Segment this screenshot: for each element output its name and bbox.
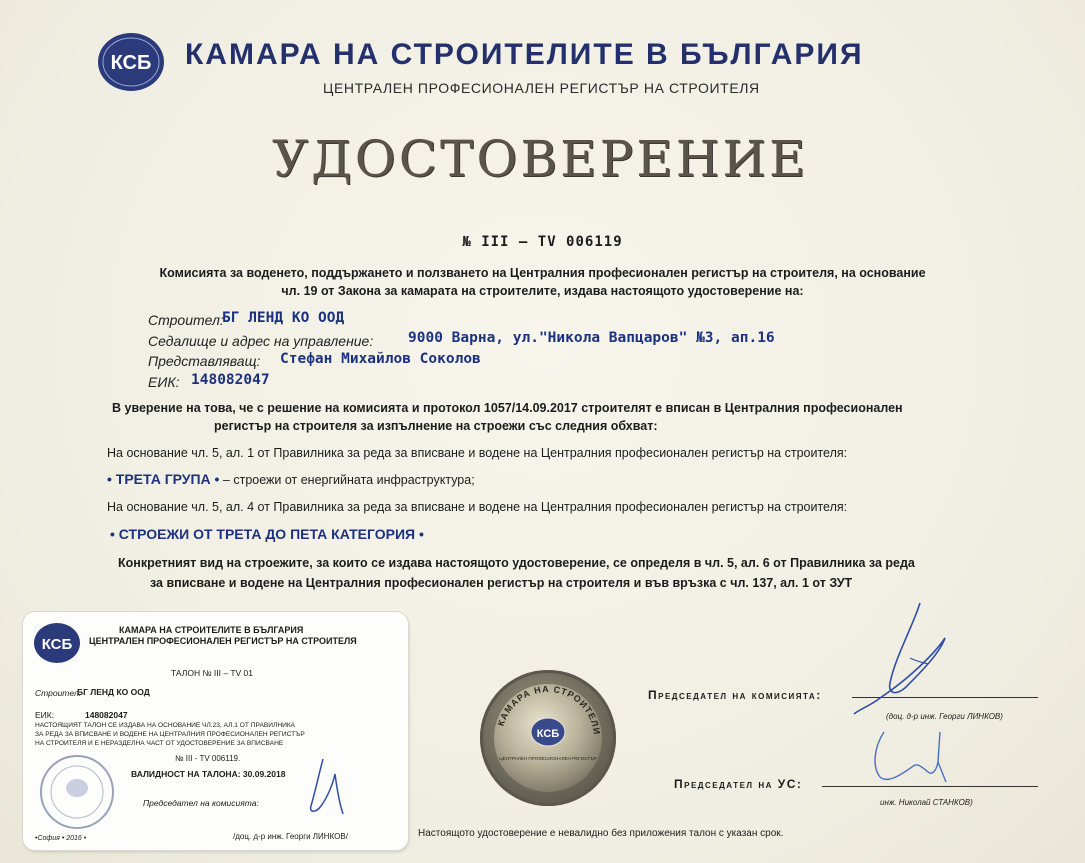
card-builder-value: БГ ЛЕНД КО ООД (77, 687, 150, 697)
certificate-number: № III – TV 006119 (462, 234, 623, 250)
talon-card (23, 612, 408, 850)
seal-ring-text: КАМАРА НА СТРОИТЕЛИ (495, 683, 603, 736)
ksb-logo (97, 32, 165, 92)
intro-line-2: чл. 19 от Закона за камарата на строителите, издава настоящото удостоверение на: (281, 284, 804, 298)
card-org-name: КАМАРА НА СТРОИТЕЛИТЕ В БЪЛГАРИЯ (119, 625, 304, 635)
decision-line-1: В уверение на това, че с решение на комисията и протокол 1057/14.09.2017 строителят е вписан в Централния професионален (112, 401, 903, 415)
chair-commission-signature (850, 598, 960, 718)
chair-commission-name: (доц. д-р инж. Георги ЛИНКОВ) (886, 712, 1003, 721)
builder-label: Строител: (148, 312, 224, 328)
card-text-line-3: НА СТРОИТЕЛЯ И Е НЕРАЗДЕЛНА ЧАСТ ОТ УДОСТОВЕРЕНИЕ ЗА ВПИСВАНЕ (35, 740, 284, 747)
document-title: УДОСТОВЕРЕНИЕ (272, 130, 809, 188)
address-value: 9000 Варна, ул."Никола Вапцаров" №3, ап.16 (408, 330, 775, 346)
concrete-line-2: за вписване и водене на Централния професионален регистър на строителя и във връзка с чл. 137, ал. 1 от ЗУТ (150, 576, 853, 590)
card-logo-text: КСБ (41, 636, 73, 653)
group-description: – строежи от енергийната инфраструктура; (219, 473, 475, 487)
card-cert-number: № III - TV 006119. (175, 754, 241, 763)
basis-line-1: На основание чл. 5, ал. 1 от Правилника за реда за вписване и водене на Централния професионален регистър на строителя: (107, 446, 848, 460)
chair-commission-label: Председател на комисията: (648, 688, 822, 702)
basis-line-2: На основание чл. 5, ал. 4 от Правилника за реда за вписване и водене на Централния професионален регистър на строителя: (107, 500, 848, 514)
card-register-name: ЦЕНТРАЛЕН ПРОФЕСИОНАЛЕН РЕГИСТЪР НА СТРОИТЕЛЯ (89, 636, 357, 646)
builder-value: БГ ЛЕНД КО ООД (222, 310, 345, 326)
card-stamp (37, 752, 117, 832)
chair-board-signature (862, 722, 952, 802)
concrete-line-1: Конкретният вид на строежите, за които се издава настоящото удостоверение, се определя в чл. 5, ал. 6 от Правилника за реда (118, 556, 915, 570)
card-builder-label: Строител: (35, 688, 81, 698)
card-chair-name: /доц. д-р инж. Георги ЛИНКОВ/ (233, 832, 348, 841)
card-text-line-1: НАСТОЯЩИЯТ ТАЛОН СЕ ИЗДАВА НА ОСНОВАНИЕ ЧЛ.23, АЛ.1 ОТ ПРАВИЛНИКА (35, 722, 296, 729)
card-text-line-2: ЗА РЕДА ЗА ВПИСВАНЕ И ВОДЕНЕ НА ЦЕНТРАЛНИЯ ПРОФЕСИОНАЛЕН РЕГИСТЪР (35, 731, 305, 738)
card-chair-label: Председател на комисията: (143, 798, 259, 808)
card-eik-label: ЕИК: (35, 710, 55, 720)
eik-label: ЕИК: (148, 374, 180, 390)
logo-text: КСБ (110, 52, 152, 74)
intro-line-1: Комисията за воденето, поддържането и ползването на Централния професионален регистър на строителя, на основание (159, 266, 926, 280)
seal-logo-text: КСБ (536, 728, 560, 740)
group-label: • ТРЕТА ГРУПА • (107, 471, 220, 487)
representative-label: Представляващ: (148, 353, 261, 369)
decision-line-2: регистър на строителя за изпълнение на строежи със следния обхват: (214, 419, 658, 433)
group-line (107, 471, 475, 487)
card-stamp-text: •София • 2016 • (35, 835, 87, 842)
category-line (110, 526, 424, 542)
card-talon-number: ТАЛОН № III – TV 01 (171, 668, 253, 678)
official-seal (480, 670, 616, 806)
org-name: КАМАРА НА СТРОИТЕЛИТЕ В БЪЛГАРИЯ (185, 38, 864, 71)
category-label: • СТРОЕЖИ ОТ ТРЕТА ДО ПЕТА КАТЕГОРИЯ • (110, 526, 424, 542)
address-label: Седалище и адрес на управление: (148, 333, 374, 349)
seal-inner-text: ЦЕНТРАЛЕН ПРОФЕСИОНАЛЕН РЕГИСТЪР (499, 756, 597, 761)
card-eik-value: 148082047 (85, 710, 128, 720)
representative-value: Стефан Михайлов Соколов (280, 351, 481, 367)
footer-note: Настоящото удостоверение е невалидно без приложения талон с указан срок. (418, 828, 784, 839)
eik-value: 148082047 (191, 372, 270, 388)
chair-board-name: инж. Николай СТАНКОВ) (880, 798, 973, 807)
chair-board-label: Председател на УС: (674, 777, 803, 791)
register-name: ЦЕНТРАЛЕН ПРОФЕСИОНАЛЕН РЕГИСТЪР НА СТРОИТЕЛЯ (323, 80, 760, 96)
seal-graphic (480, 670, 616, 806)
card-ksb-logo (33, 622, 81, 664)
card-validity: ВАЛИДНОСТ НА ТАЛОНА: 30.09.2018 (131, 769, 286, 779)
card-signature (293, 754, 353, 824)
